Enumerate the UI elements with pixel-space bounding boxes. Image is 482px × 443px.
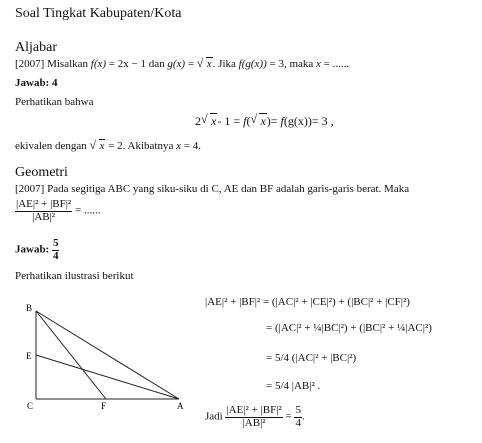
label-C: C <box>27 401 34 411</box>
problem-text: = ...... <box>320 58 350 70</box>
geometri-problem-line: [2007] Pada segitiga ABC yang siku-siku di C, AE dan BF adalah garis-garis berat. Maka <box>15 183 410 195</box>
label-B: B <box>26 303 33 313</box>
derivation-line-2: = (|AC|² + ¼|BC|²) + (|BC|² + ¼|AC|²) <box>266 322 432 334</box>
problem-gx: g(x) <box>167 58 186 70</box>
section-heading-aljabar: Aljabar <box>15 40 57 55</box>
triangle-figure <box>24 301 192 413</box>
derivation-line-1: |AE|² + |BF|² = (|AC|² + |CE|²) + (|BC|² + |CF|²) <box>205 296 410 308</box>
problem-text: . Jika <box>212 58 239 70</box>
label-E: E <box>26 351 32 361</box>
label-F: F <box>101 401 107 411</box>
geometri-answer: Jawab: $\frac{5}{4}$ <box>15 237 59 262</box>
aljabar-note: Perhatikan bahwa <box>15 96 94 108</box>
problem-x: x <box>316 58 321 70</box>
page-title: Soal Tingkat Kabupaten/Kota <box>15 6 182 21</box>
aljabar-equation: 2 √ x- 1 = f( √ x)= f(g(x))= 3 , <box>195 112 334 128</box>
derivation-line-3: = 5/4 (|AC|² + |BC|²) <box>266 352 357 364</box>
problem-fgx: f(g(x)) <box>238 58 267 70</box>
problem-text: = 2x − 1 dan <box>106 58 168 70</box>
section-heading-geometri: Geometri <box>15 165 68 180</box>
label-A: A <box>177 401 184 411</box>
problem-fx: f(x) <box>90 58 107 70</box>
aljabar-answer: Jawab: 4 <box>15 77 58 89</box>
problem-year: [2007] <box>15 58 45 70</box>
geometri-note: Perhatikan ilustrasi berikut <box>15 270 134 282</box>
problem-text: = 3, maka <box>266 58 317 70</box>
problem-text: Misalkan <box>47 58 91 70</box>
problem-text: = <box>185 58 197 70</box>
geometri-problem-fraction: $\frac{\text{|AE|² + |BF|²}}{\text{|AB|²}}$ = ...... <box>16 198 101 223</box>
sqrt-x: √ x <box>196 56 212 70</box>
derivation-line-4: = 5/4 |AB|² . <box>266 380 321 392</box>
aljabar-problem <box>15 58 349 70</box>
derivation-final: Jadi $\frac{\text{|AE|² + |BF|²}}{\text{|AB|²}}$ = $\frac{5}{4}$ . <box>205 404 305 429</box>
aljabar-conclusion: ekivalen dengan √ x = 2. Akibatnya x = 4. <box>15 138 201 152</box>
